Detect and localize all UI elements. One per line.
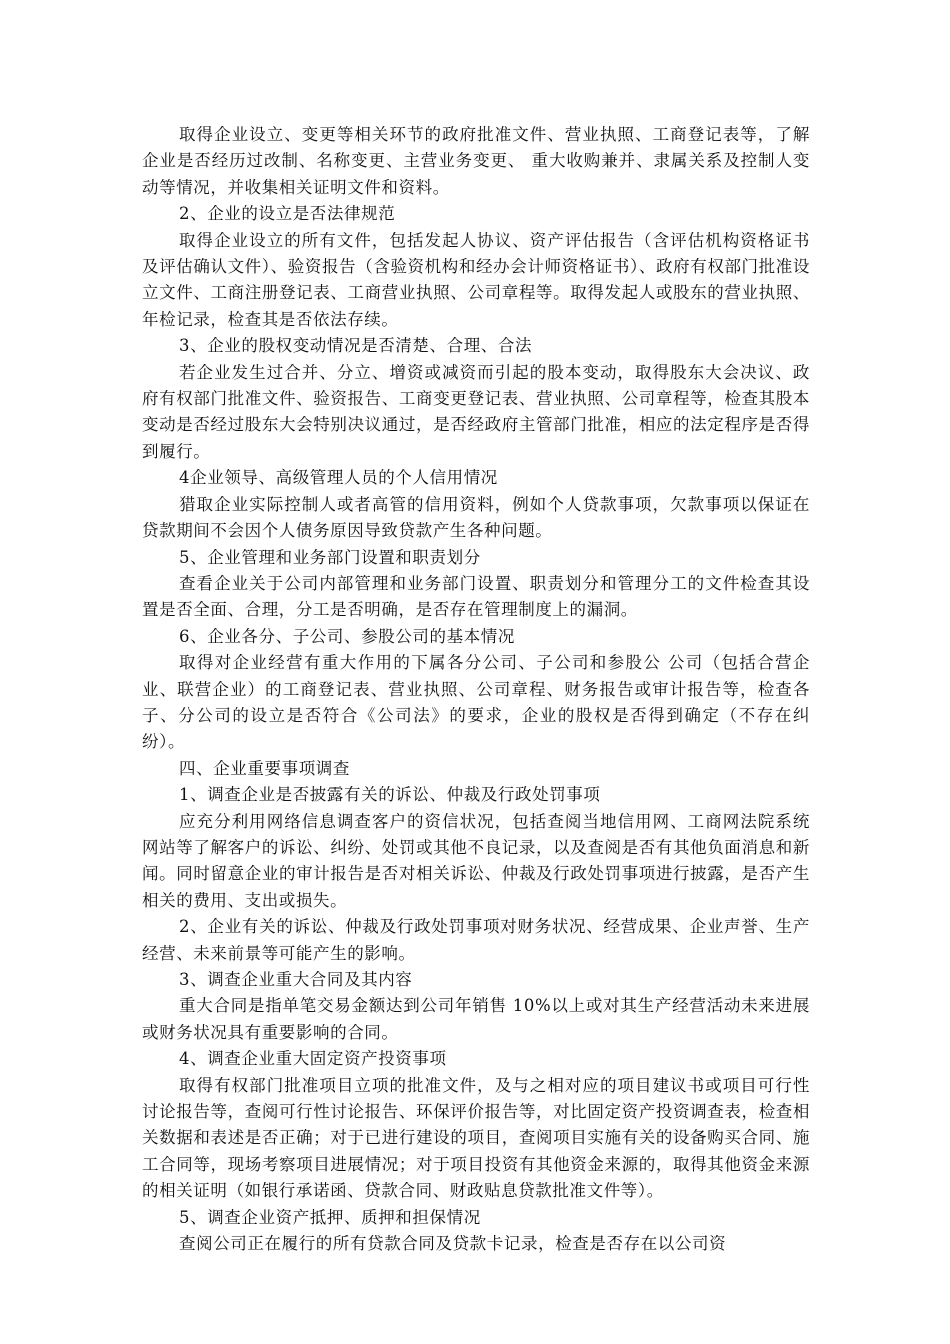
paragraph-litigation-research: 应充分利用网络信息调查客户的资信状况，包括查阅当地信用网、工商网法院系统网站等了解客户的诉讼、纠纷、处罚或其他不良记录，以及查阅是否有其他负面消息和新闻。同时留意企业的审计报告是否对相关诉讼、仲裁及行政处罚事项进行披露，是否产生相关的费用、支出或损失。 — [142, 811, 810, 910]
section-heading-major-matters: 四、企业重要事项调查 — [179, 758, 350, 778]
heading-major-contracts: 3、调查企业重大合同及其内容 — [179, 970, 413, 989]
heading-asset-pledges: 5、调查企业资产抵押、质押和担保情况 — [179, 1207, 481, 1227]
paragraph-department-setup: 查看企业关于公司内部管理和业务部门设置、职责划分和管理分工的文件检查其设置是否全面、合理，分工是否明确，是否存在管理制度上的漏洞。 — [142, 573, 810, 620]
paragraph-company-establishment-docs: 取得企业设立、变更等相关环节的政府批准文件、营业执照、工商登记表等，了解企业是否经历过改制、名称变更、主营业务变更、 重大收购兼并、隶属关系及控制人变动等情况，并收集相关证明文件和资料。 — [142, 125, 810, 197]
document-body — [142, 122, 810, 1257]
paragraph-asset-pledges: 查阅公司正在履行的所有贷款合同及贷款卡记录，检查是否存在以公司资 — [179, 1234, 727, 1254]
heading-equity-changes: 3、企业的股权变动情况是否清楚、合理、合法 — [179, 336, 533, 356]
heading-department-setup: 5、企业管理和业务部门设置和职责划分 — [179, 547, 481, 567]
heading-litigation-disclosure: 1、调查企业是否披露有关的诉讼、仲裁及行政处罚事项 — [179, 785, 601, 805]
heading-subsidiaries: 6、企业各分、子公司、参股公司的基本情况 — [179, 626, 515, 646]
heading-management-credit: 4企业领导、高级管理人员的个人信用情况 — [179, 468, 498, 488]
paragraph-fixed-asset-investment: 取得有权部门批准项目立项的批准文件，及与之相对应的项目建议书或项目可行性讨论报告等，查阅可行性讨论报告、环保评价报告等，对比固定资产投资调查表，检查相关数据和表述是否正确；对于已进行建设的项目，查阅项目实施有关的设备购买合同、施工合同等，现场考察项目进展情况；对于项目投资有其他资金来源的，取得其他资金来源的相关证明（如银行承诺函、贷款合同、财政贴息贷款批准文件等）。 — [142, 1075, 810, 1201]
paragraph-equity-changes: 若企业发生过合并、分立、增资或减资而引起的股本变动，取得股东大会决议、政府有权部门批准文件、验资报告、工商变更登记表、营业执照、公司章程等，检查其股本变动是否经过股东大会特别决议通过，是否经政府主管部门批准，相应的法定程序是否得到履行。 — [142, 362, 810, 461]
paragraph-establishment-documents: 取得企业设立的所有文件，包括发起人协议、资产评估报告（含评估机构资格证书及评估确认文件）、验资报告（含验资机构和经办会计师资格证书）、政府有权部门批准设立文件、工商注册登记表、工商营业执照、公司章程等。取得发起人或股东的营业执照、年检记录，检查其是否依法存续。 — [142, 230, 810, 329]
paragraph-management-credit: 猎取企业实际控制人或者高管的信用资料，例如个人贷款事项，欠款事项以保证在贷款期间不会因个人债务原因导致贷款产生各种问题。 — [142, 494, 810, 541]
heading-establishment-legality: 2、企业的设立是否法律规范 — [179, 204, 396, 224]
paragraph-litigation-impact: 2、企业有关的诉讼、仲裁及行政处罚事项对财务状况、经营成果、企业声誉、生产经营、未来前景等可能产生的影响。 — [142, 917, 810, 963]
paragraph-subsidiaries: 取得对企业经营有重大作用的下属各分公司、子公司和参股公 公司（包括合营企业、联营企业）的工商登记表、营业执照、公司章程、财务报告或审计报告等，检查各子、分公司的设立是否符合《公司法》的要求，企业的股权是否得到确定（不存在纠纷）。 — [142, 653, 810, 752]
paragraph-major-contracts: 重大合同是指单笔交易金额达到公司年销售 10%以上或对其生产经营活动未来进展或财务状况具有重要影响的合同。 — [142, 996, 810, 1042]
heading-fixed-asset-investment: 4、调查企业重大固定资产投资事项 — [179, 1049, 447, 1069]
